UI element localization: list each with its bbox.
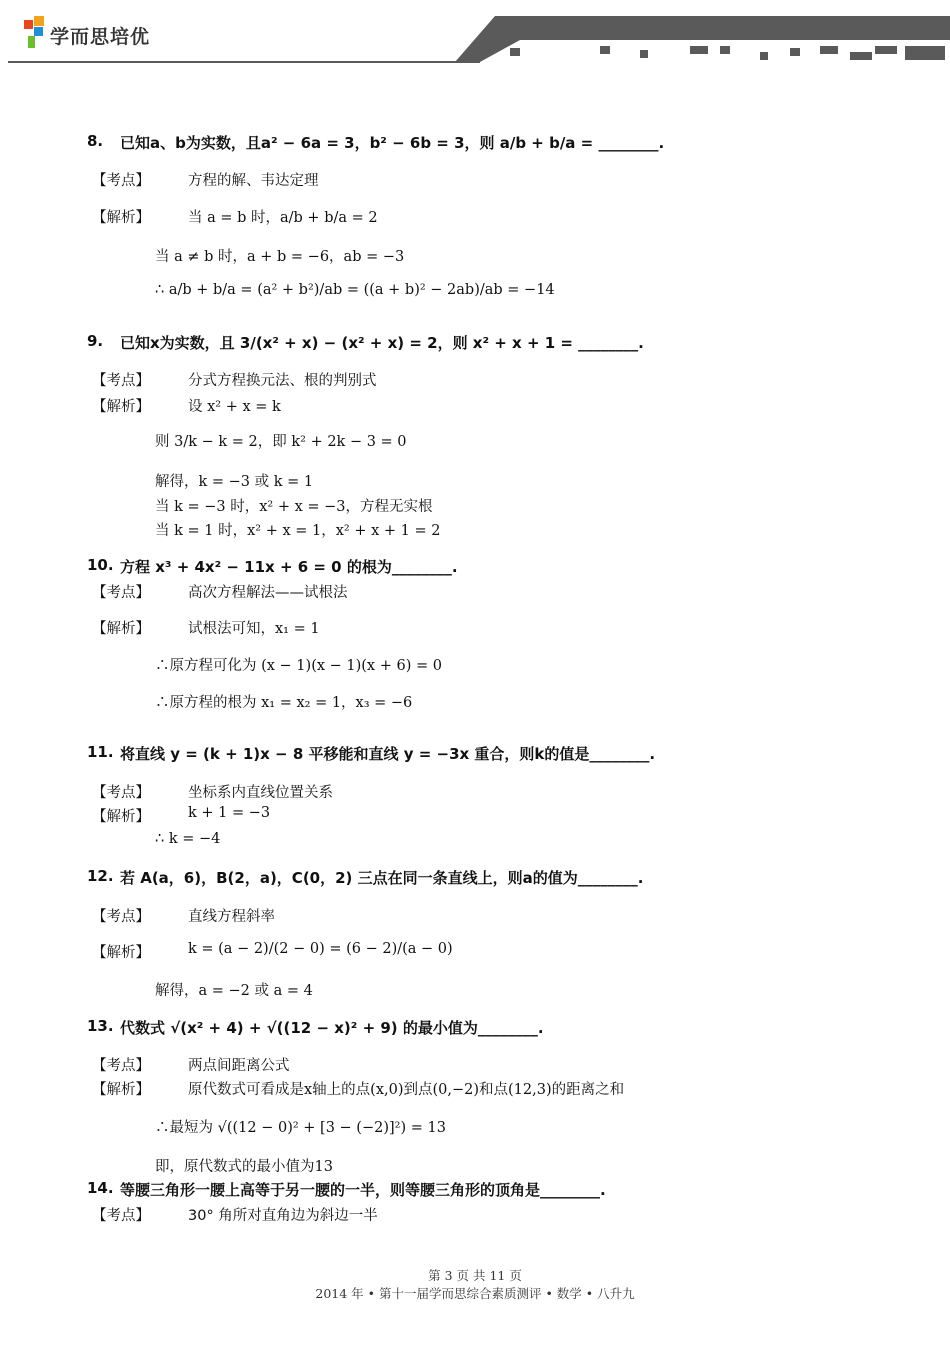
problem-10-kaodian-label: 【考点】 xyxy=(92,585,150,601)
problem-9-solution-line: 当 k = −3 时，x² + x = −3，方程无实根 xyxy=(155,499,433,515)
problem-11-solution-line: ∴ k = −4 xyxy=(155,831,221,847)
problem-12-kaodian-label: 【考点】 xyxy=(92,909,150,925)
problem-11-jiexi-label: 【解析】 xyxy=(92,809,150,825)
problem-12-stem: 若 A(a，6)，B(2，a)，C(0，2) 三点在同一条直线上，则a的值为________. xyxy=(120,869,644,887)
problem-13-kaodian-label: 【考点】 xyxy=(92,1058,150,1074)
problem-12-solution-line: k = (a − 2)/(2 − 0) = (6 − 2)/(a − 0) xyxy=(188,941,453,957)
problem-11-stem: 将直线 y = (k + 1)x − 8 平移能和直线 y = −3x 重合，则k的值是________. xyxy=(120,745,656,763)
problem-10-solution-line: ∴原方程的根为 x₁ = x₂ = 1，x₃ = −6 xyxy=(155,695,413,711)
problem-10-solution-line: 试根法可知，x₁ = 1 xyxy=(188,621,320,637)
problem-14-kaodian: 30° 角所对直角边为斜边一半 xyxy=(188,1208,378,1224)
problem-9-number: 9. xyxy=(87,332,104,350)
problem-8-solution-line: 当 a = b 时，a/b + b/a = 2 xyxy=(188,210,378,226)
problem-14-number: 14. xyxy=(87,1179,114,1197)
problem-9-solution-line: 则 3/k − k = 2，即 k² + 2k − 3 = 0 xyxy=(155,434,407,450)
problem-12-number: 12. xyxy=(87,867,114,885)
problem-8-number: 8. xyxy=(87,132,104,150)
logo-icon xyxy=(22,14,50,54)
problem-11-kaodian-label: 【考点】 xyxy=(92,785,150,801)
problem-13-kaodian: 两点间距离公式 xyxy=(188,1058,290,1074)
problem-9-solution-line: 解得，k = −3 或 k = 1 xyxy=(155,474,314,490)
problem-9-solution-line: 当 k = 1 时，x² + x = 1，x² + x + 1 = 2 xyxy=(155,523,441,539)
problem-13-number: 13. xyxy=(87,1017,114,1035)
problem-9-stem: 已知x为实数，且 3/(x² + x) − (x² + x) = 2，则 x² + x + 1 = ________. xyxy=(120,334,644,352)
footer-series: 2014 年 • 第十一届学而思综合素质测评 • 数学 • 八升九 xyxy=(315,1286,635,1301)
problem-12-jiexi-label: 【解析】 xyxy=(92,945,150,961)
page-number: 第 3 页 共 11 页 xyxy=(428,1268,522,1283)
problem-13-stem: 代数式 √(x² + 4) + √((12 − x)² + 9) 的最小值为________. xyxy=(120,1019,544,1037)
problem-13-solution-line: 即，原代数式的最小值为13 xyxy=(155,1159,333,1175)
problem-14-stem: 等腰三角形一腰上高等于另一腰的一半，则等腰三角形的顶角是________. xyxy=(120,1181,606,1199)
problem-9-kaodian-label: 【考点】 xyxy=(92,373,150,389)
problem-8-stem: 已知a、b为实数，且a² − 6a = 3，b² − 6b = 3，则 a/b + b/a = ________. xyxy=(120,134,665,152)
problem-9-kaodian: 分式方程换元法、根的判别式 xyxy=(188,373,377,389)
problem-13-solution-line: ∴最短为 √((12 − 0)² + [3 − (−2)]²) = 13 xyxy=(155,1120,446,1136)
problem-8-solution-line: 当 a ≠ b 时，a + b = −6，ab = −3 xyxy=(155,249,405,265)
problem-12-kaodian: 直线方程斜率 xyxy=(188,909,275,925)
problem-10-solution-line: ∴原方程可化为 (x − 1)(x − 1)(x + 6) = 0 xyxy=(155,658,442,674)
problem-11-number: 11. xyxy=(87,743,114,761)
problem-11-kaodian: 坐标系内直线位置关系 xyxy=(188,785,333,801)
problem-12-solution-line: 解得，a = −2 或 a = 4 xyxy=(155,983,313,999)
problem-8-kaodian-label: 【考点】 xyxy=(92,173,150,189)
brand-name: 学而思培优 xyxy=(50,26,151,48)
problem-8-jiexi-label: 【解析】 xyxy=(92,210,150,226)
problem-8-solution-line: ∴ a/b + b/a = (a² + b²)/ab = ((a + b)² − 2ab)/ab = −14 xyxy=(155,282,555,298)
problem-11-solution-line: k + 1 = −3 xyxy=(188,805,271,821)
problem-9-solution-line: 设 x² + x = k xyxy=(188,399,281,415)
problem-10-jiexi-label: 【解析】 xyxy=(92,621,150,637)
problem-10-number: 10. xyxy=(87,556,114,574)
problem-14-kaodian-label: 【考点】 xyxy=(92,1208,150,1224)
problem-13-jiexi-label: 【解析】 xyxy=(92,1082,150,1098)
problem-13-solution-line: 原代数式可看成是x轴上的点(x,0)到点(0,−2)和点(12,3)的距离之和 xyxy=(188,1082,625,1098)
problem-10-kaodian: 高次方程解法——试根法 xyxy=(188,585,348,601)
problem-9-jiexi-label: 【解析】 xyxy=(92,399,150,415)
problem-10-stem: 方程 x³ + 4x² − 11x + 6 = 0 的根为________. xyxy=(120,558,458,576)
problem-8-kaodian: 方程的解、韦达定理 xyxy=(188,173,319,189)
